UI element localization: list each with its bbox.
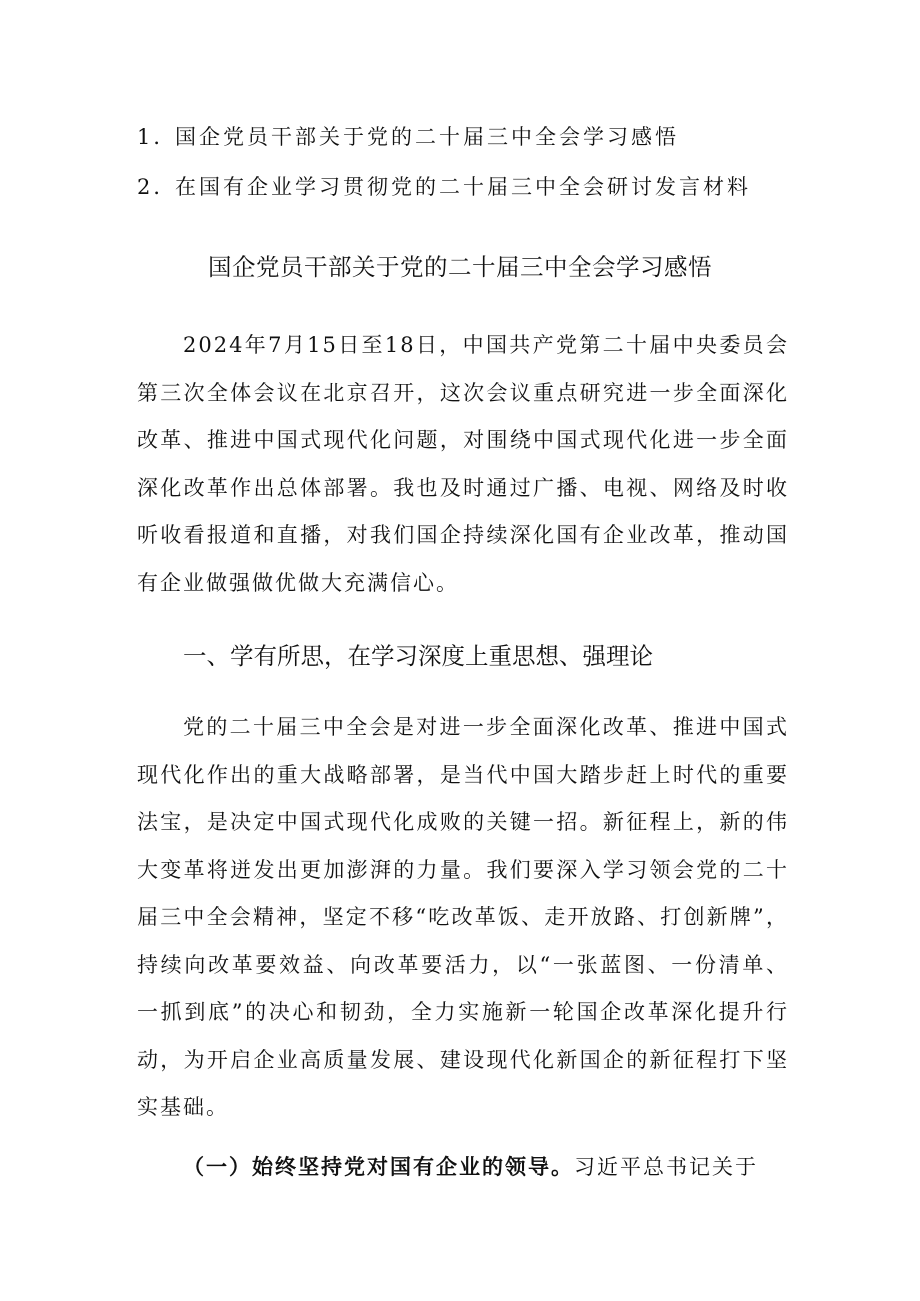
subsection-text: 习近平总书记关于 <box>574 1155 758 1179</box>
intro-paragraph: 2024年7月15日至18日，中国共产党第二十届中央委员会第三次全体会议在北京召开，这次会议重点研究进一步全面深化改革、推进中国式现代化问题，对围绕中国式现代化进一步全面深化改革作出总体部署。我也及时通过广播、电视、网络及时收听收看报道和直播，对我们国企持续深化国有企业改革，推动国有企业做强做优做大充满信心。 <box>137 333 789 595</box>
toc-item-number: 1． <box>137 125 178 149</box>
toc-item-text: 国企党员干部关于党的二十届三中全会学习感悟 <box>175 125 679 149</box>
toc-item-text: 在国有企业学习贯彻党的二十届三中全会研讨发言材料 <box>175 175 751 199</box>
document-title: 国企党员干部关于党的二十届三中全会学习感悟 <box>208 253 712 281</box>
subsection-heading <box>183 1143 758 1192</box>
section-heading: 一、学有所思，在学习深度上重思想、强理论 <box>183 642 653 670</box>
toc-item[interactable] <box>137 162 837 212</box>
toc-item-number: 2． <box>137 175 178 199</box>
toc-item[interactable] <box>137 112 837 162</box>
table-of-contents <box>137 112 837 212</box>
subsection-title: （一）始终坚持党对国有企业的领导。 <box>183 1154 574 1179</box>
body-paragraph: 党的二十届三中全会是对进一步全面深化改革、推进中国式现代化作出的重大战略部署，是当代中国大踏步赶上时代的重要法宝，是决定中国式现代化成败的关键一招。新征程上，新的伟大变革将迸发出更加澎湃的力量。我们要深入学习领会党的二十届三中全会精神，坚定不移“吃改革饭、走开放路、打创新牌”，持续向改革要效益、向改革要活力，以“一张蓝图、一份清单、一抓到底”的决心和韧劲，全力实施新一轮国企改革深化提升行动，为开启企业高质量发展、建设现代化新国企的新征程打下坚实基础。 <box>137 715 789 1119</box>
